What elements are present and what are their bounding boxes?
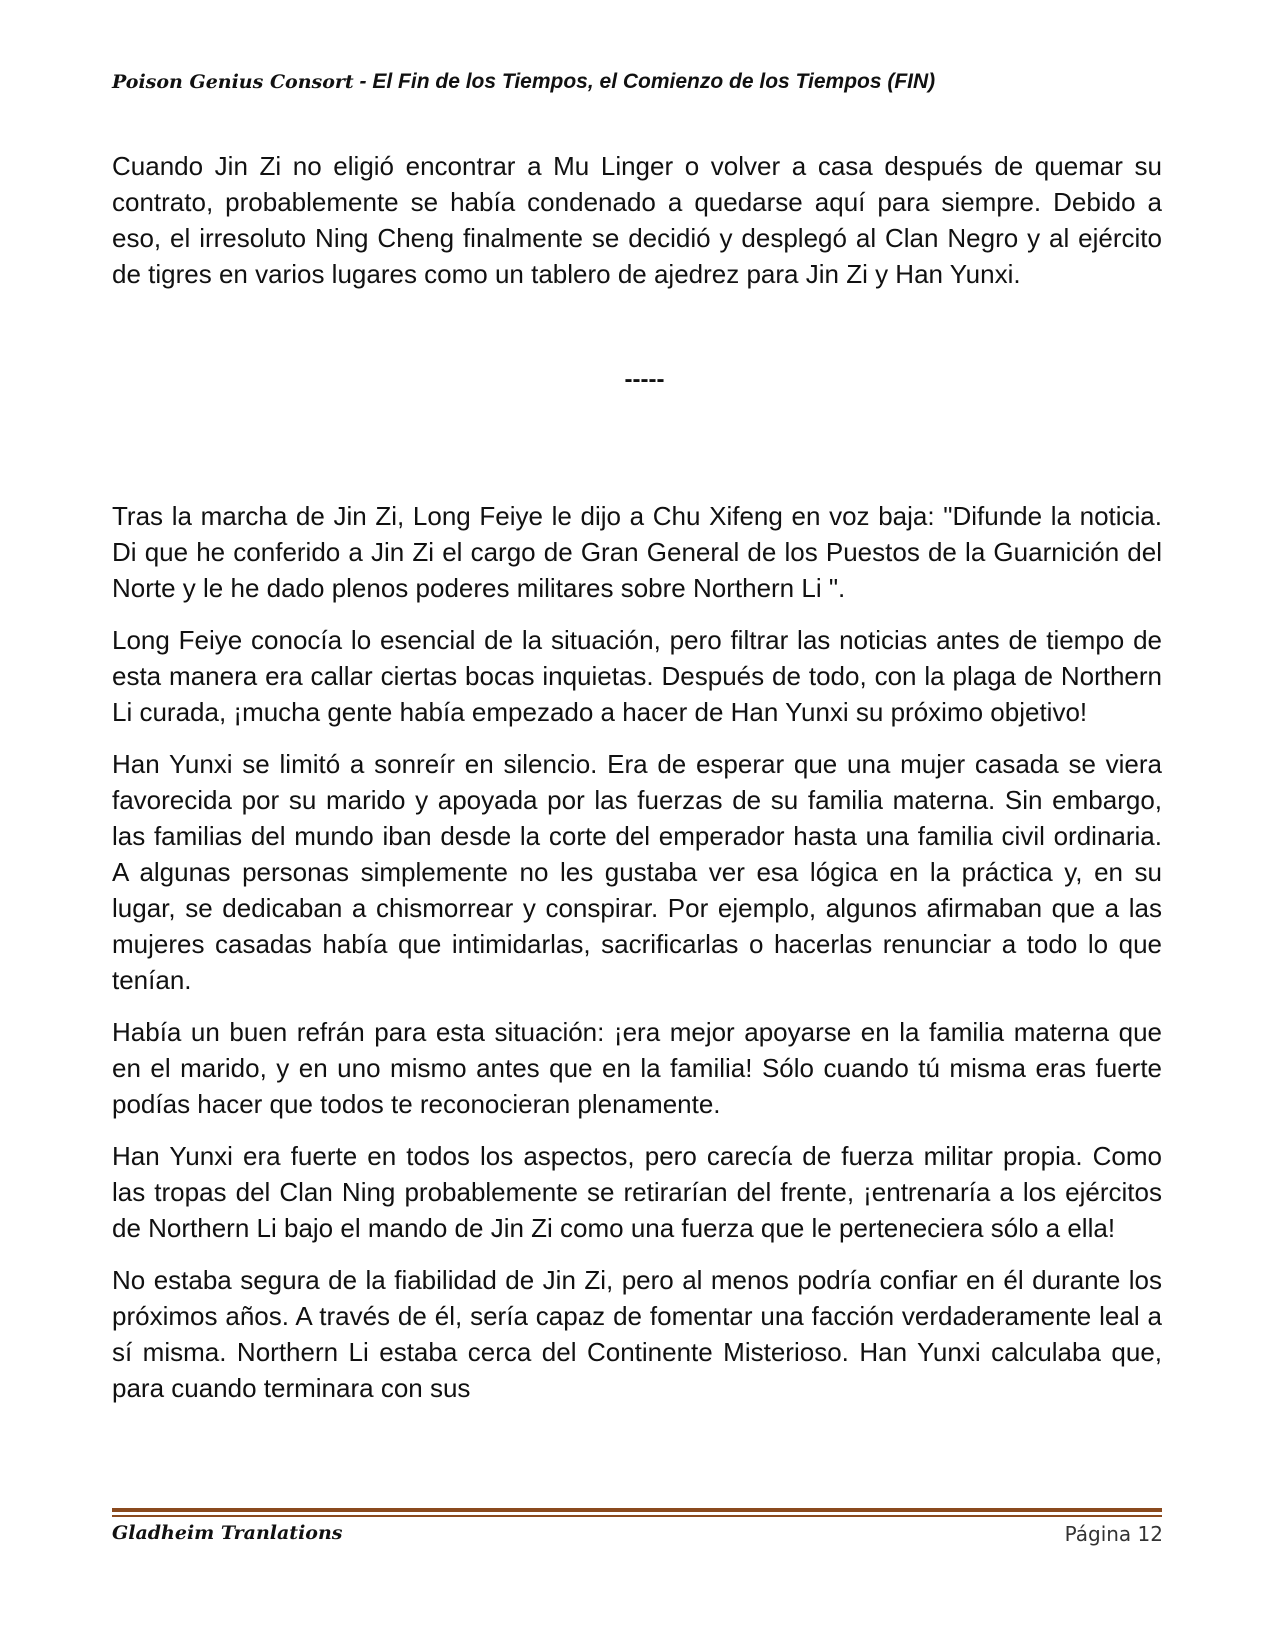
footer-rule-thick (112, 1508, 1162, 1512)
header-brand: Poison Genius Consort (112, 71, 354, 93)
section-separator: ----- (624, 366, 665, 393)
paragraph: Long Feiye conocía lo esencial de la situación, pero filtrar las noticias antes de tiempo de esta manera era callar ciertas bocas inquietas. Después de todo, con la plaga de Northern Li curada, ¡mucha gente había empezado a hacer de Han Yunxi su próximo objetivo! (112, 625, 1162, 727)
page-number: Página 12 (1064, 1522, 1163, 1546)
paragraph: Cuando Jin Zi no eligió encontrar a Mu Linger o volver a casa después de quemar su contrato, probablemente se había condenado a quedarse aquí para siempre. Debido a eso, el irresoluto Ning Cheng finalmente se decidió y desplegó al Clan Negro y al ejército de tigres en varios lugares como un tablero de ajedrez para Jin Zi y Han Yunxi. (112, 151, 1162, 289)
footer-credit: Gladheim Tranlations (112, 1522, 343, 1544)
paragraph: Han Yunxi se limitó a sonreír en silencio. Era de esperar que una mujer casada se viera favorecida por su marido y apoyada por las fuerzas de su familia materna. Sin embargo, las familias del mundo iban desde la corte del emperador hasta una familia civil ordinaria. A algunas personas simplemente no les gustaba ver esa lógica en la práctica y, en su lugar, se dedicaban a chismorrear y conspirar. Por ejemplo, algunos afirmaban que a las mujeres casadas había que intimidarlas, sacrificarlas o hacerlas renunciar a todo lo que tenían. (112, 749, 1162, 995)
header-subtitle: - El Fin de los Tiempos, el Comienzo de los Tiempos (FIN) (353, 70, 936, 93)
footer-rule-thin (112, 1515, 1162, 1517)
paragraph: Había un buen refrán para esta situación: ¡era mejor apoyarse en la familia materna que en el marido, y en uno mismo antes que en la familia! Sólo cuando tú misma eras fuerte podías hacer que todos te reconocieran plenamente. (112, 1017, 1162, 1119)
paragraph: Han Yunxi era fuerte en todos los aspectos, pero carecía de fuerza militar propia. Como las tropas del Clan Ning probablemente se retirarían del frente, ¡entrenaría a los ejércitos de Northern Li bajo el mando de Jin Zi como una fuerza que le perteneciera sólo a ella! (112, 1141, 1162, 1243)
footer-rule (112, 1508, 1162, 1518)
paragraph: Tras la marcha de Jin Zi, Long Feiye le dijo a Chu Xifeng en voz baja: "Difunde la noticia. Di que he conferido a Jin Zi el cargo de Gran General de los Puestos de la Guarnición del Norte y le he dado plenos poderes militares sobre Northern Li ". (112, 501, 1162, 603)
document-body (112, 148, 1162, 1422)
paragraph: No estaba segura de la fiabilidad de Jin Zi, pero al menos podría confiar en él durante los próximos años. A través de él, sería capaz de fomentar una facción verdaderamente leal a sí misma. Northern Li estaba cerca del Continente Misterioso. Han Yunxi calculaba que, para cuando terminara con sus (112, 1265, 1162, 1403)
page-header (112, 70, 1172, 94)
